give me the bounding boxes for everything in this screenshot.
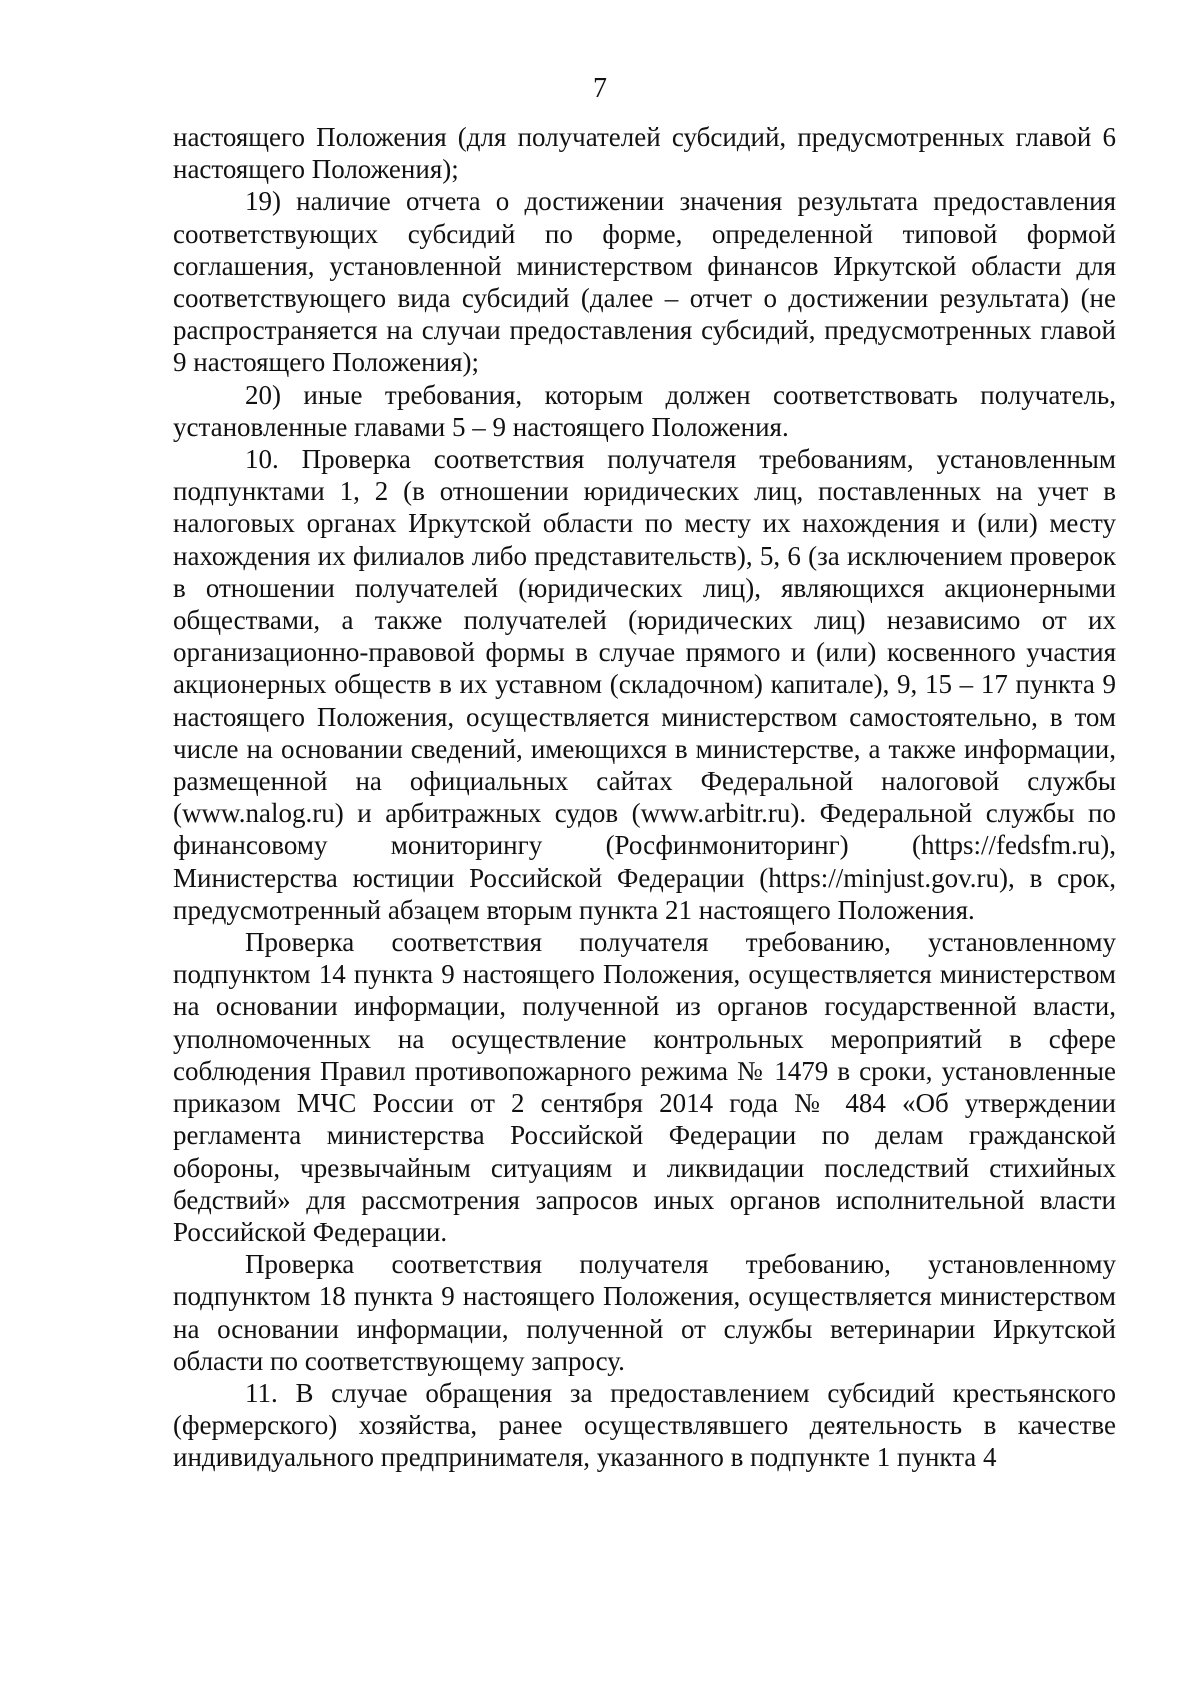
page-number: 7 [593,73,607,104]
paragraph-check-subitem-14: Проверка соответствия получателя требованию, установленному подпунктом 14 пункта 9 настоящего Положения, осуществляется министерством на основании информации, полученной из органов государственной власти, уполномоченных на осуществление контрольных мероприятий в сфере соблюдения Правил противопожарного режима № 1479 в сроки, установленные приказом МЧС России от 2 сентября 2014 года № 484 «Об утверждении регламента министерства Российской Федерации по делам гражданской обороны, чрезвычайным ситуациям и ликвидации последствий стихийных бедствий» для рассмотрения запросов иных органов исполнительной власти Российской Федерации. [173,927,1116,1247]
paragraph-item-19: 19) наличие отчета о достижении значения результата предоставления соответствующих субсидий по форме, определенной типовой формой соглашения, установленной министерством финансов Иркутской области для соответствующего вида субсидий (далее – отчет о достижении результата) (не распространяется на случаи предоставления субсидий, предусмотренных главой 9 настоящего Положения); [173,186,1116,378]
paragraph-continuation: настоящего Положения (для получателей субсидий, предусмотренных главой 6 настоящего Положения); [173,122,1116,185]
paragraph-item-20: 20) иные требования, которым должен соответствовать получатель, установленные главами 5 – 9 настоящего Положения. [173,379,1116,442]
paragraph-clause-11: 11. В случае обращения за предоставлением субсидий крестьянского (фермерского) хозяйства, ранее осуществлявшего деятельность в качестве индивидуального предпринимателя, указанного в подпункте 1 пункта 4 [173,1377,1116,1473]
paragraph-check-subitem-18: Проверка соответствия получателя требованию, установленному подпунктом 18 пункта 9 настоящего Положения, осуществляется министерством на основании информации, полученной от службы ветеринарии Иркутской области по соответствующему запросу. [173,1249,1116,1376]
document-body [173,121,1116,1474]
paragraph-clause-10: 10. Проверка соответствия получателя требованиям, установленным подпунктами 1, 2 (в отношении юридических лиц, поставленных на учет в налоговых органах Иркутской области по месту их нахождения и (или) месту нахождения их филиалов либо представительств), 5, 6 (за исключением проверок в отношении получателей (юридических лиц), являющихся акционерными обществами, а также получателей (юридических лиц) независимо от их организационно-правовой формы в случае прямого и (или) косвенного участия акционерных обществ в их уставном (складочном) капитале), 9, 15 – 17 пункта 9 настоящего Положения, осуществляется министерством самостоятельно, в том числе на основании сведений, имеющихся в министерстве, а также информации, размещенной на официальных сайтах Федеральной налоговой службы (www.nalog.ru) и арбитражных судов (www.arbitr.ru). Федеральной службы по финансовому мониторингу (Росфинмониторинг) (https://fedsfm.ru), Министерства юстиции Российской Федерации (https://minjust.gov.ru), в срок, предусмотренный абзацем вторым пункта 21 настоящего Положения. [173,444,1116,925]
